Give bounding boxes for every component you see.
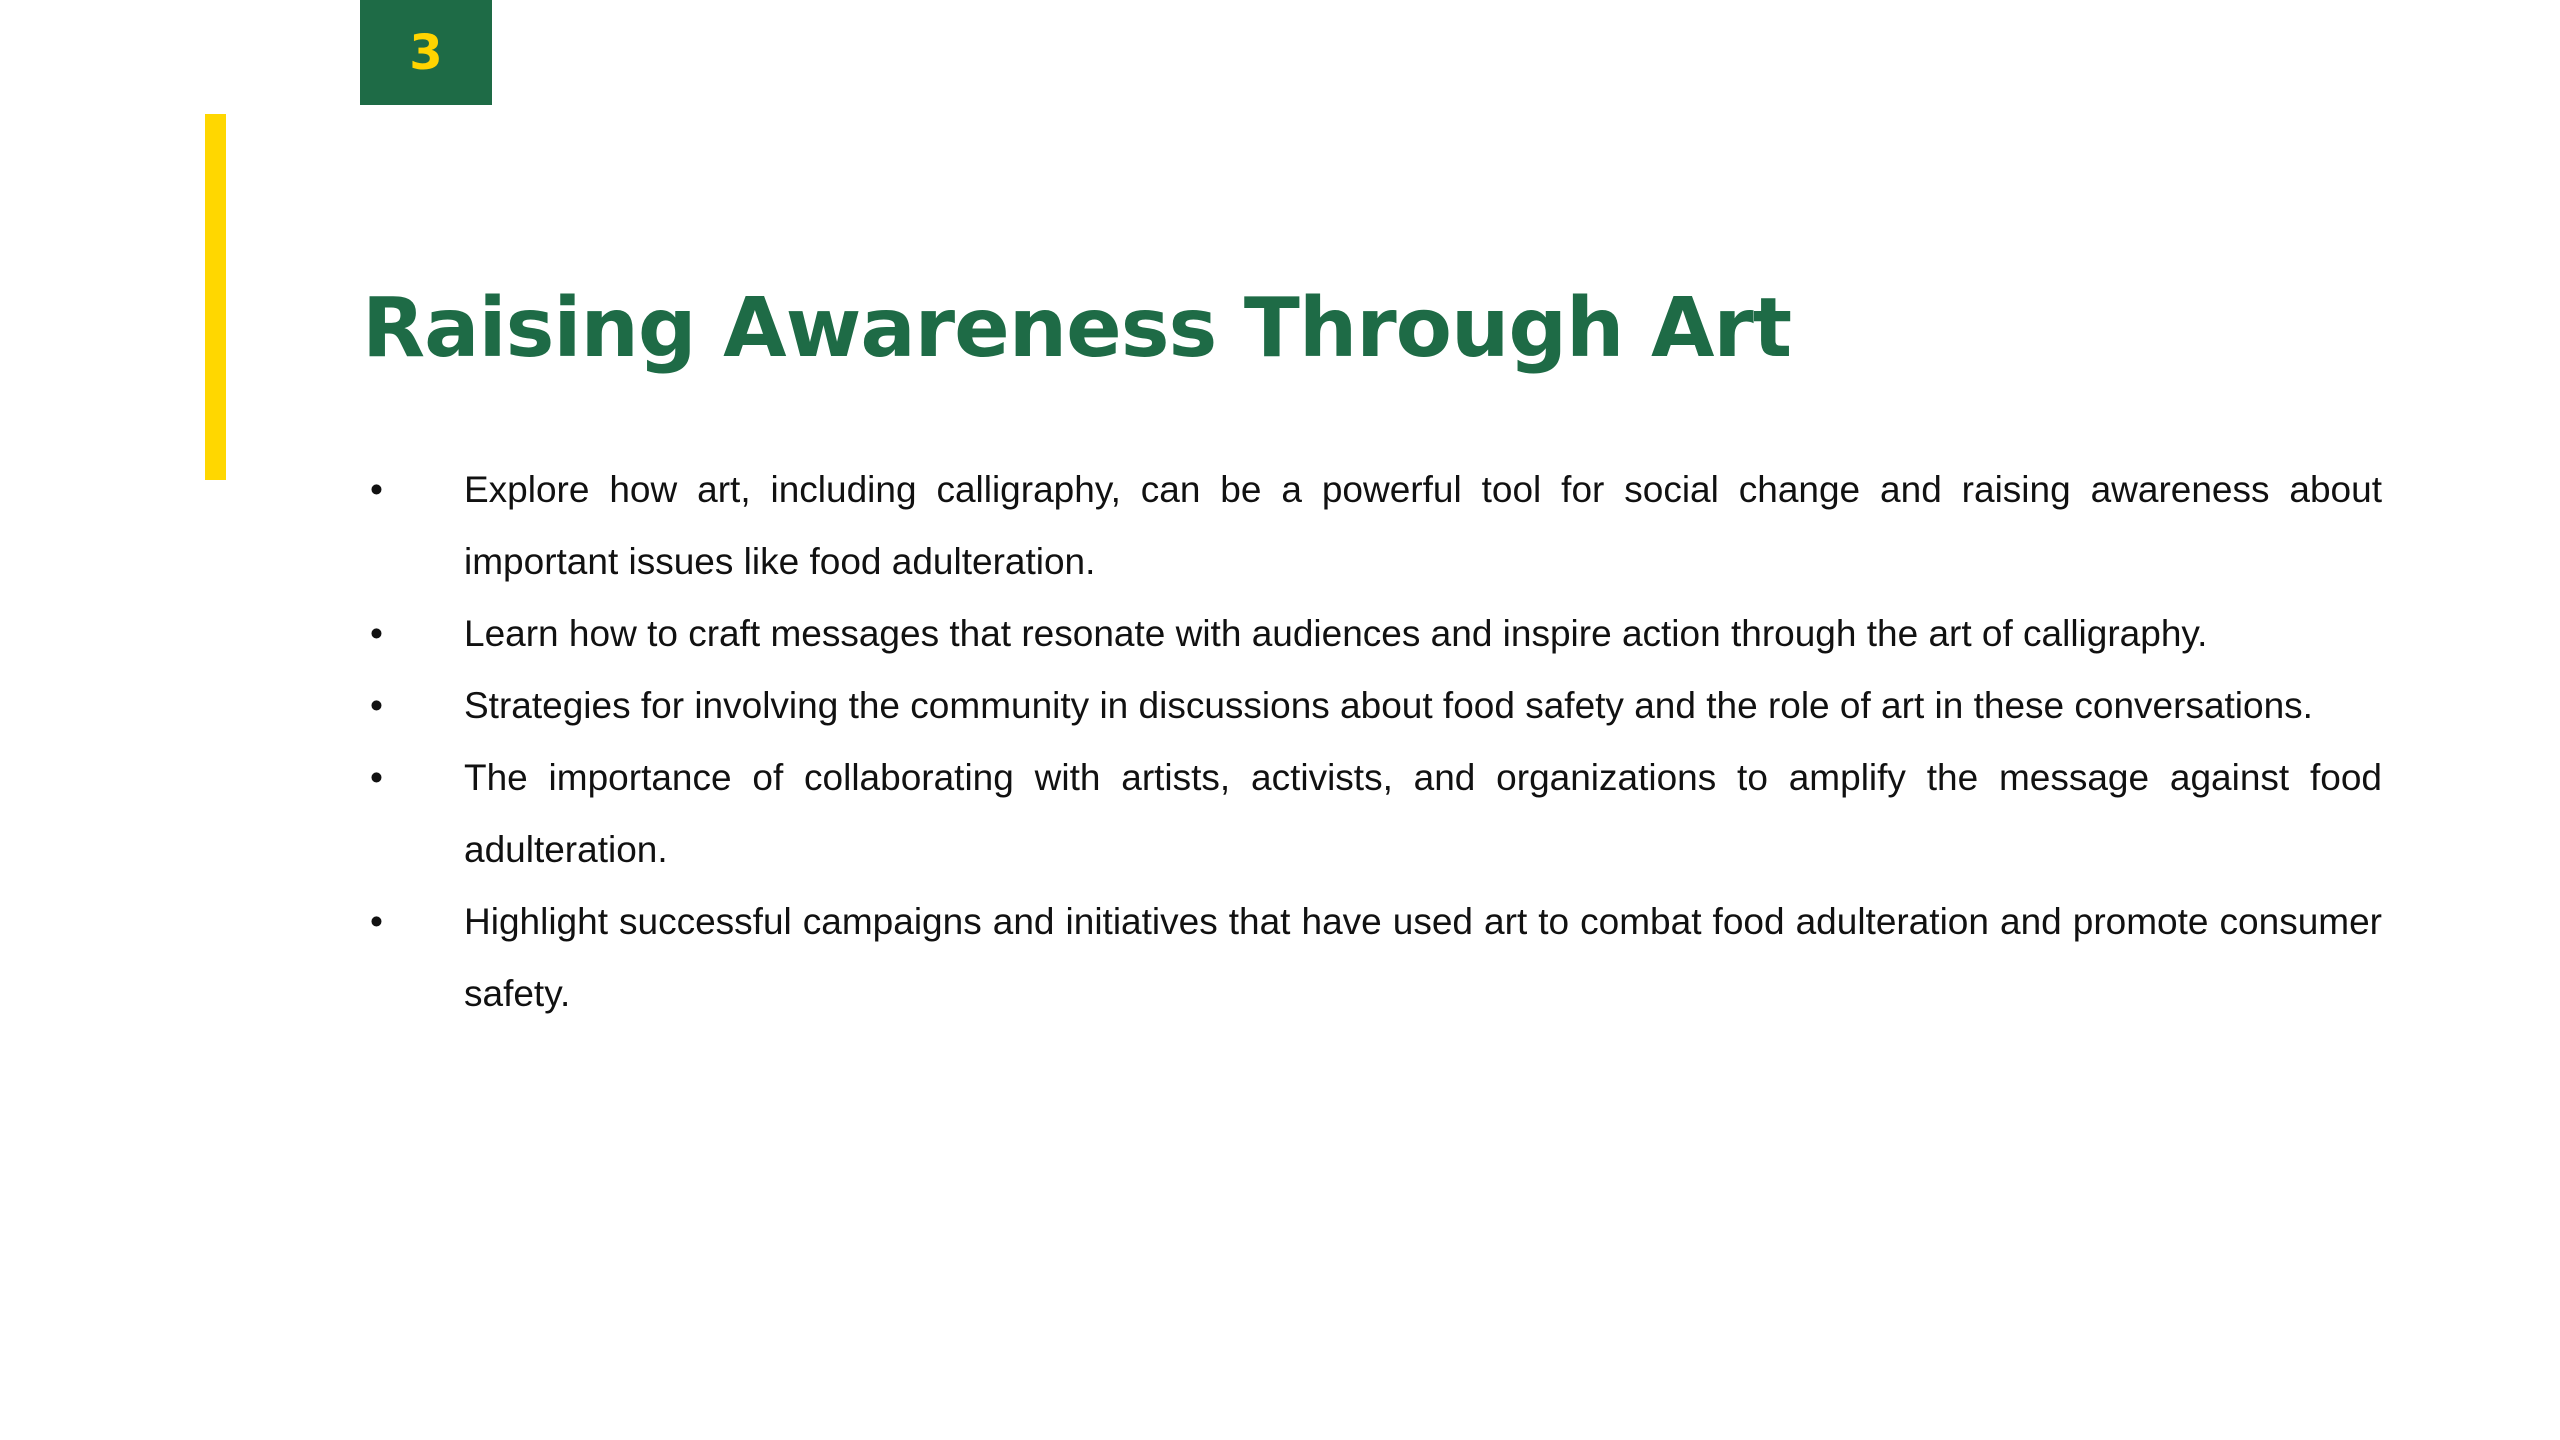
slide-title: Raising Awareness Through Art — [362, 281, 1792, 376]
bullet-text: Strategies for involving the community in discussions about food safety and the role of art in these conversations. — [464, 685, 2313, 726]
bullet-dot-icon: • — [370, 469, 383, 510]
bullet-text: The importance of collaborating with artists, activists, and organizations to amplify the message against food adulteration. — [464, 757, 2382, 870]
page-number: 3 — [409, 24, 443, 81]
bullet-item — [362, 886, 2382, 1030]
bullet-dot-icon: • — [370, 757, 383, 798]
bullet-item — [362, 742, 2382, 886]
bullet-item — [362, 598, 2382, 670]
bullet-text: Highlight successful campaigns and initiatives that have used art to combat food adulteration and promote consumer safety. — [464, 901, 2382, 1014]
page-number-badge — [360, 0, 492, 105]
bullet-dot-icon: • — [370, 901, 383, 942]
bullet-dot-icon: • — [370, 613, 383, 654]
bullet-item — [362, 454, 2382, 598]
accent-bar — [205, 114, 226, 480]
bullet-dot-icon: • — [370, 685, 383, 726]
bullet-text: Learn how to craft messages that resonate with audiences and inspire action through the art of calligraphy. — [464, 613, 2208, 654]
bullet-item — [362, 670, 2382, 742]
bullet-list — [362, 454, 2382, 1030]
bullet-text: Explore how art, including calligraphy, can be a powerful tool for social change and raising awareness about important issues like food adulteration. — [464, 469, 2382, 582]
